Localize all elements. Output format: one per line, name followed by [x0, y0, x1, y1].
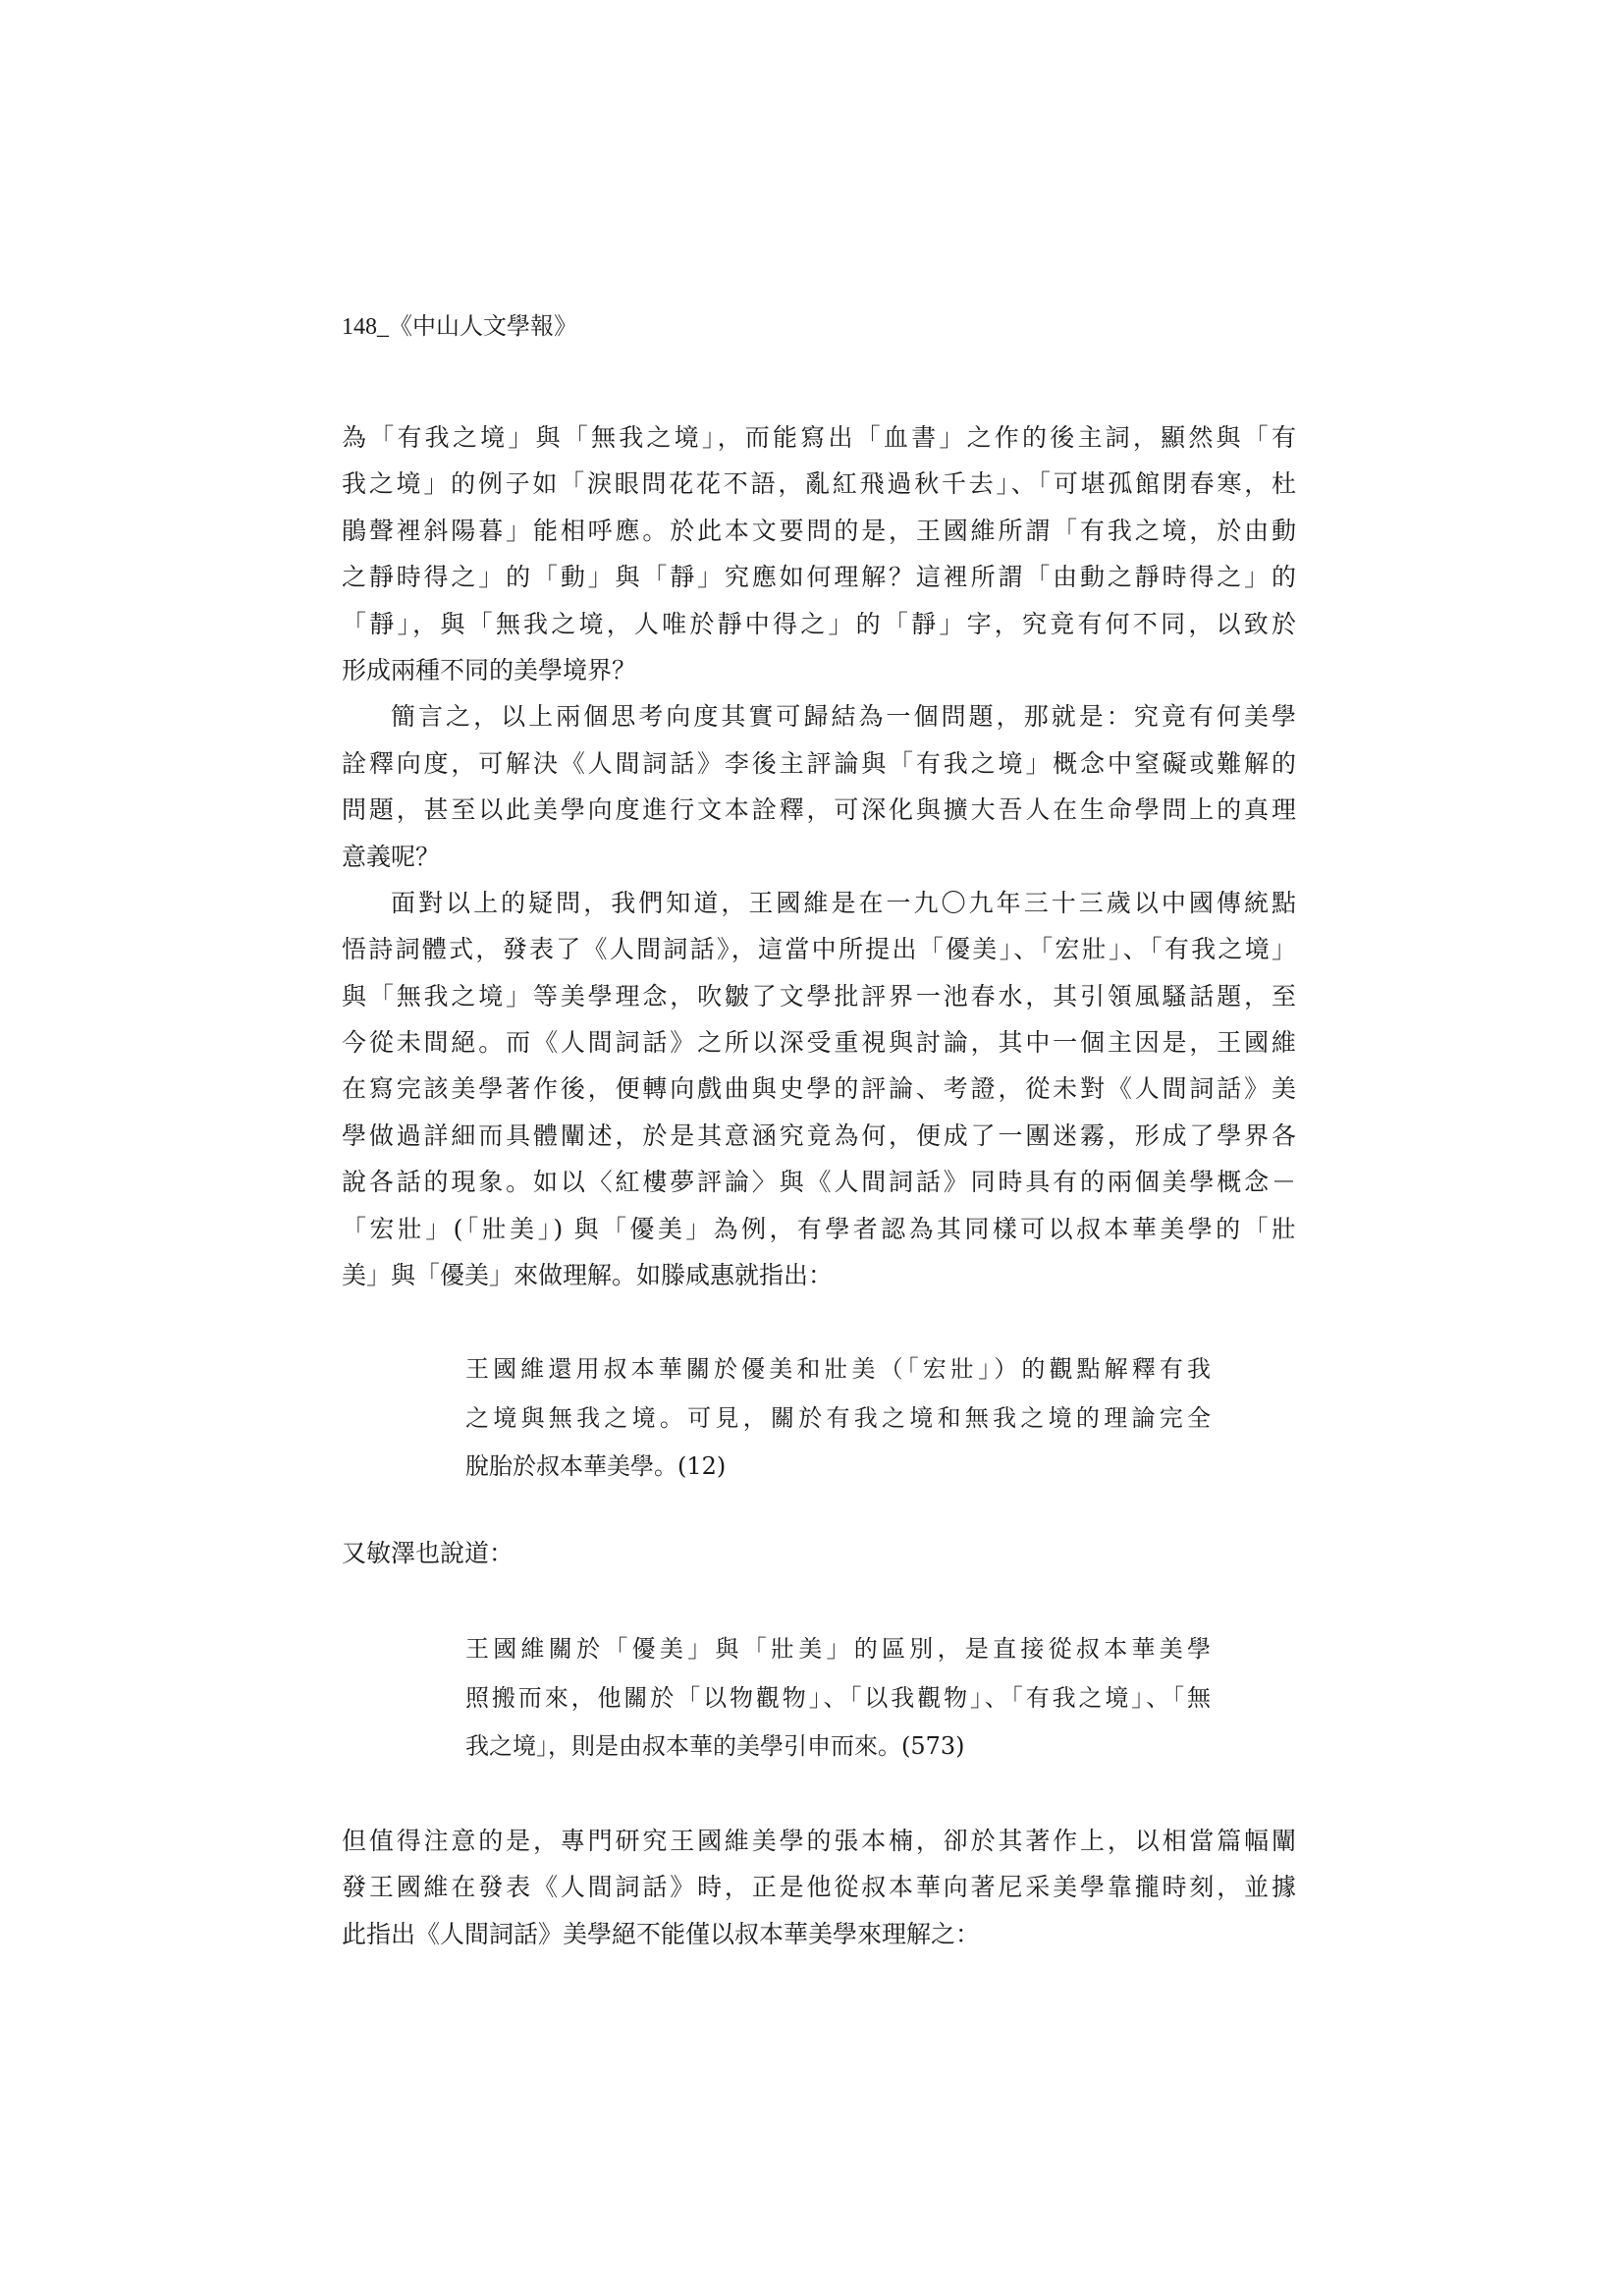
body-line: 在寫完該美學著作後，便轉向戲曲與史學的評論、考證，從未對《人間詞話》美	[342, 1074, 1296, 1104]
body-line: 面對以上的疑問，我們知道，王國維是在一九〇九年三十三歲以中國傳統點	[391, 888, 1296, 917]
closing-paragraph	[342, 1818, 1296, 1957]
body-line: 「靜」，與「無我之境，人唯於靜中得之」的「靜」字，究竟有何不同，以致於	[342, 609, 1296, 638]
body-line: 鵑聲裡斜陽暮」能相呼應。於此本文要問的是，王國維所謂「有我之境，於由動	[342, 516, 1296, 545]
body-line: 問題，甚至以此美學向度進行文本詮釋，可深化與擴大吾人在生命學問上的真理	[342, 795, 1296, 825]
body-line: 「宏壯」(「壯美」) 與「優美」為例，有學者認為其同樣可以叔本華美學的「壯	[342, 1214, 1296, 1243]
quote-line: 王國維關於「優美」與「壯美」的區別，是直接從叔本華美學	[465, 1635, 1211, 1663]
paragraph	[342, 880, 1296, 1299]
body-line: 但值得注意的是，專門研究王國維美學的張本楠，卻於其著作上，以相當篇幅闡	[342, 1827, 1296, 1855]
body-line: 此指出《人間詞話》美學絕不能僅以叔本華美學來理解之：	[342, 1919, 981, 1948]
body-line: 意義呢？	[342, 842, 441, 871]
body-line: 說各話的現象。如以〈紅樓夢評論〉與《人間詞話》同時具有的兩個美學概念－	[342, 1168, 1296, 1197]
paragraph	[342, 414, 1296, 693]
quote-line: 脫胎於叔本華美學。(12)	[465, 1452, 727, 1480]
quote-line: 我之境」，則是由叔本華的美學引申而來。(573)	[465, 1732, 965, 1760]
body-text	[342, 414, 1296, 1298]
paragraph	[342, 693, 1296, 880]
body-line: 我之境」的例子如「淚眼問花花不語，亂紅飛過秋千去」、「可堪孤館閉春寒，杜	[342, 469, 1296, 499]
running-head: 148_《中山人文學報》	[342, 314, 577, 340]
body-line: 悟詩詞體式，發表了《人間詞話》，這當中所提出「優美」、「宏壯」、「有我之境」	[342, 935, 1296, 964]
body-line: 簡言之，以上兩個思考向度其實可歸結為一個問題，那就是：究竟有何美學	[391, 702, 1296, 732]
body-line: 發王國維在發表《人間詞話》時，正是他從叔本華向著尼采美學靠攏時刻，並據	[342, 1873, 1296, 1902]
body-line: 形成兩種不同的美學境界？	[342, 655, 637, 684]
body-line: 之靜時得之」的「動」與「靜」究應如何理解？這裡所謂「由動之靜時得之」的	[342, 563, 1296, 592]
body-line: 美」與「優美」來做理解。如滕咸惠就指出：	[342, 1261, 834, 1290]
body-line: 為「有我之境」與「無我之境」，而能寫出「血書」之作的後主詞，顯然與「有	[342, 423, 1296, 452]
block-quote	[465, 1345, 1211, 1492]
body-line: 學做過詳細而具體闡述，於是其意涵究竟為何，便成了一團迷霧，形成了學界各	[342, 1121, 1296, 1150]
lead-in-line: 又敏澤也說道：	[342, 1539, 514, 1567]
block-quote	[465, 1625, 1211, 1772]
quote-line: 之境與無我之境。可見，關於有我之境和無我之境的理論完全	[465, 1403, 1211, 1432]
body-line: 詮釋向度，可解決《人間詞話》李後主評論與「有我之境」概念中窒礙或難解的	[342, 748, 1296, 778]
body-line: 今從未間絕。而《人間詞話》之所以深受重視與討論，其中一個主因是，王國維	[342, 1028, 1296, 1058]
quote-line: 王國維還用叔本華關於優美和壯美（「宏壯」）的觀點解釋有我	[465, 1355, 1211, 1383]
quote-line: 照搬而來，他關於「以物觀物」、「以我觀物」、「有我之境」、「無	[465, 1683, 1211, 1712]
body-line: 與「無我之境」等美學理念，吹皺了文學批評界一池春水，其引領風騷話題，至	[342, 981, 1296, 1011]
